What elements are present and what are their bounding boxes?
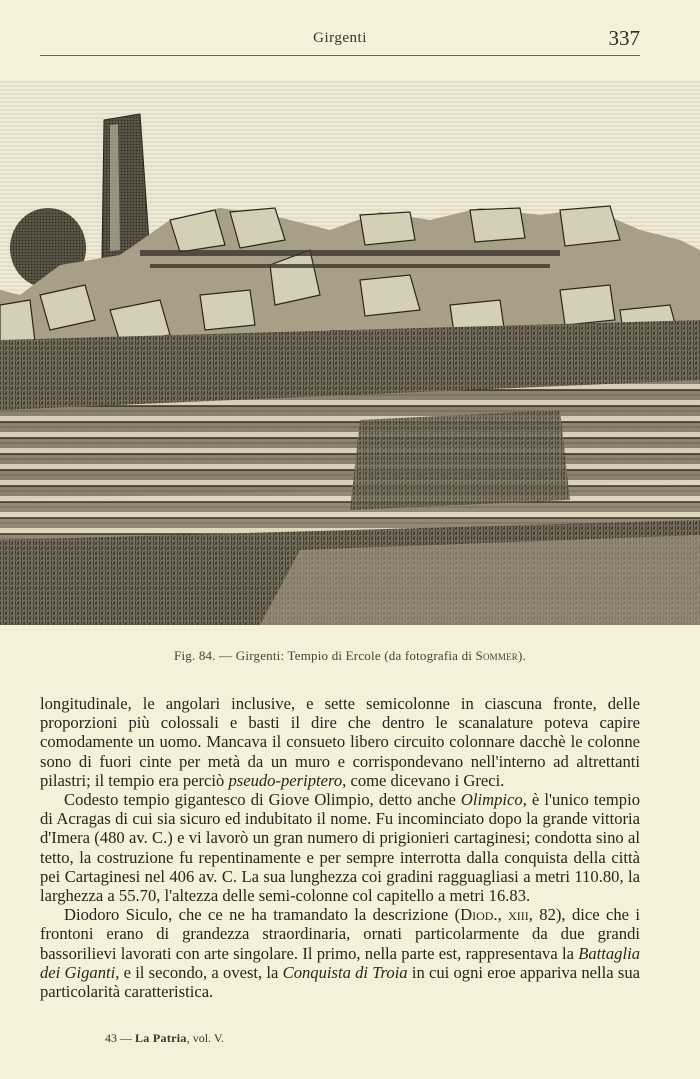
- p3-citation: Diod., xiii, 82: [460, 905, 556, 925]
- figure-caption: [0, 648, 700, 664]
- footer-number: 43 —: [105, 1031, 135, 1045]
- p3-text-a: Diodoro Siculo, che ce ne ha tramandato la descrizione (: [64, 905, 461, 925]
- body-text: [40, 694, 640, 1001]
- p2-text-c: , è l'unico tempio di Acragas di cui sia sicuro ed indubitato il nome. Fu incominciato dopo la grande vittoria d'Imera (480 av. C.) e vi lavorò un gran numero di prigionieri cartaginesi; condotta sino al tetto, la costruzione fu repentinamente e per sempre interrotta dalla conquista della città pei Cartaginesi nel 406 av. C. La sua lunghezza coi gradini ragguagliasi a metri 110.80, la larghezza a 55.70, l'altezza delle semi-colonne col capitello a metri 16.83.: [40, 790, 641, 906]
- p3-italic-2: Conquista di Troia: [282, 962, 408, 982]
- footer-title: La Patria: [135, 1031, 187, 1045]
- p2-italic: Olimpico: [460, 790, 523, 810]
- p1-text-a: longitudinale, le angolari inclusive, e sette semicolonne in ciascuna fronte, delle proporzioni più colossali e basti il dire che dentro le scanalature poteva capire comodamente un uomo. Mancava il consueto libero circuito colonnare dacchè le colonne sono di fuori cinte per metà da un muro e corrispondevano nell'interno ad altrettanti pilastri; il tempio era perciò: [40, 694, 640, 790]
- p3-text-g: in cui ogni eroe appariva nella sua particolarità caratteristica.: [40, 962, 640, 1002]
- caption-end: ).: [517, 648, 526, 663]
- page-number: 337: [608, 26, 640, 50]
- p3-text-c: ), dice che i frontoni erano di grandezza straordinaria, ornati particolarmente da due grandi bassorilievi lavorati con arte singolare. Il primo, nella parte est, rappresentava la: [40, 905, 640, 963]
- p2-text-a: Codesto tempio gigantesco di Giove Olimpio, detto anche: [64, 790, 461, 810]
- paragraph-3: [40, 905, 640, 1001]
- page-footer: [105, 1031, 224, 1046]
- p1-text-c: , come dicevano i Greci.: [342, 770, 505, 790]
- p3-italic-1: Battaglia dei Giganti: [40, 943, 640, 982]
- header-rule: [40, 55, 640, 56]
- caption-credit: Sommer: [475, 648, 518, 663]
- page-header: [40, 26, 640, 54]
- footer-volume: , vol. V.: [186, 1031, 224, 1045]
- temple-ruins-engraving: [0, 80, 700, 625]
- paragraph-2: [40, 790, 640, 905]
- p3-text-e: , e il secondo, a ovest, la: [115, 962, 283, 982]
- caption-main: Fig. 84. — Girgenti: Tempio di Ercole (da fotografia di: [174, 648, 476, 663]
- running-title: Girgenti: [313, 30, 367, 46]
- paragraph-1: [40, 694, 640, 790]
- figure-illustration: [0, 80, 700, 625]
- p1-italic: pseudo-periptero: [228, 770, 343, 790]
